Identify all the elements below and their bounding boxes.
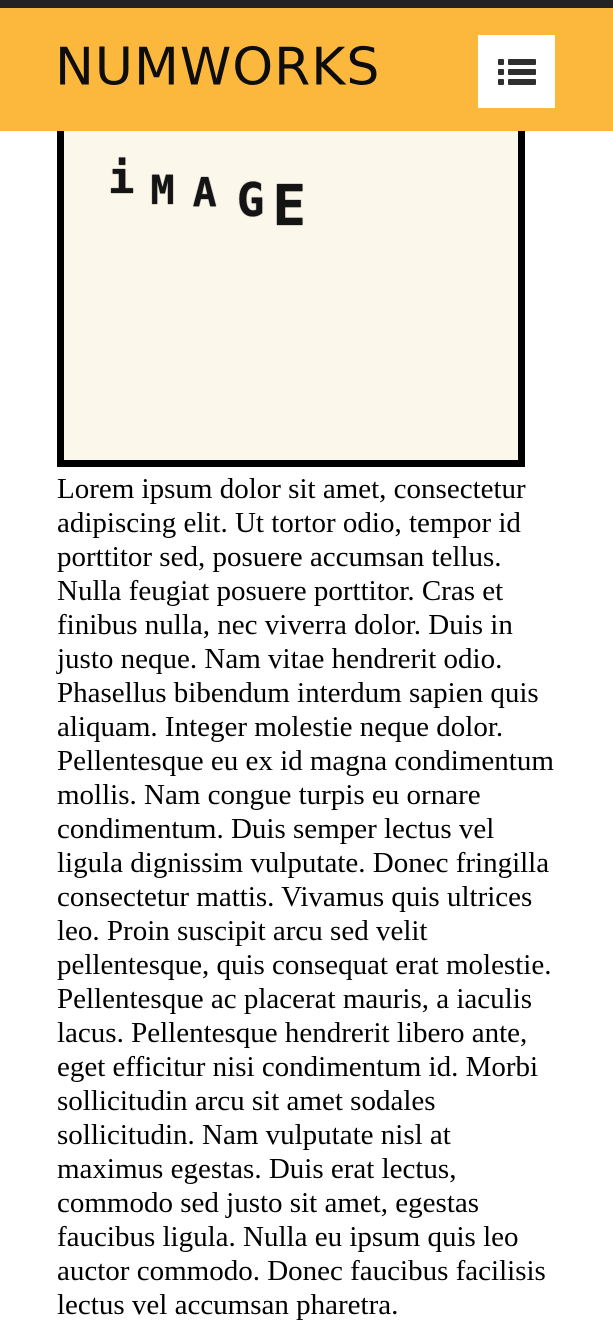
placeholder-letter: M [150,168,175,214]
placeholder-image [57,131,525,467]
placeholder-letter: E [272,174,307,239]
placeholder-image-text [64,131,518,239]
article-body [57,472,559,1322]
main-content [0,131,613,1322]
site-header [0,8,613,131]
placeholder-letter: A [192,170,217,216]
brand-logo[interactable]: NUMWORKS [55,37,381,98]
lorem-paragraph: Lorem ipsum dolor sit amet, consectetur adipiscing elit. Ut tortor odio, tempor id porttitor sed, posuere accumsan tellus. Nulla feugiat posuere porttitor. Cras et finibus nulla, nec viverra dolor. Duis in justo neque. Nam vitae hendrerit odio. Phasellus bibendum interdum sapien quis aliquam. Integer molestie neque dolor. Pellentesque eu ex id magna condimentum mollis. Nam congue turpis eu ornare condimentum. Duis semper lectus vel ligula dignissim vulputate. Donec fringilla consectetur mattis. Vivamus quis ultrices leo. Proin suscipit arcu sed velit pellentesque, quis consequat erat molestie. Pellentesque ac placerat mauris, a iaculis lacus. Pellentesque hendrerit libero ante, eget efficitur nisi condimentum id. Morbi sollicitudin arcu sit amet sodales sollicitudin. Nam vulputate nisl at maximus egestas. Duis erat lectus, commodo sed justo sit amet, egestas faucibus ligula. Nulla eu ipsum quis leo auctor commodo. Donec faucibus facilisis lectus vel accumsan pharetra. [57,473,554,1321]
top-status-bar [0,0,613,8]
menu-button[interactable] [478,35,555,108]
placeholder-letter: G [236,173,265,227]
placeholder-letter: i [108,153,135,204]
menu-list-icon [498,56,536,88]
